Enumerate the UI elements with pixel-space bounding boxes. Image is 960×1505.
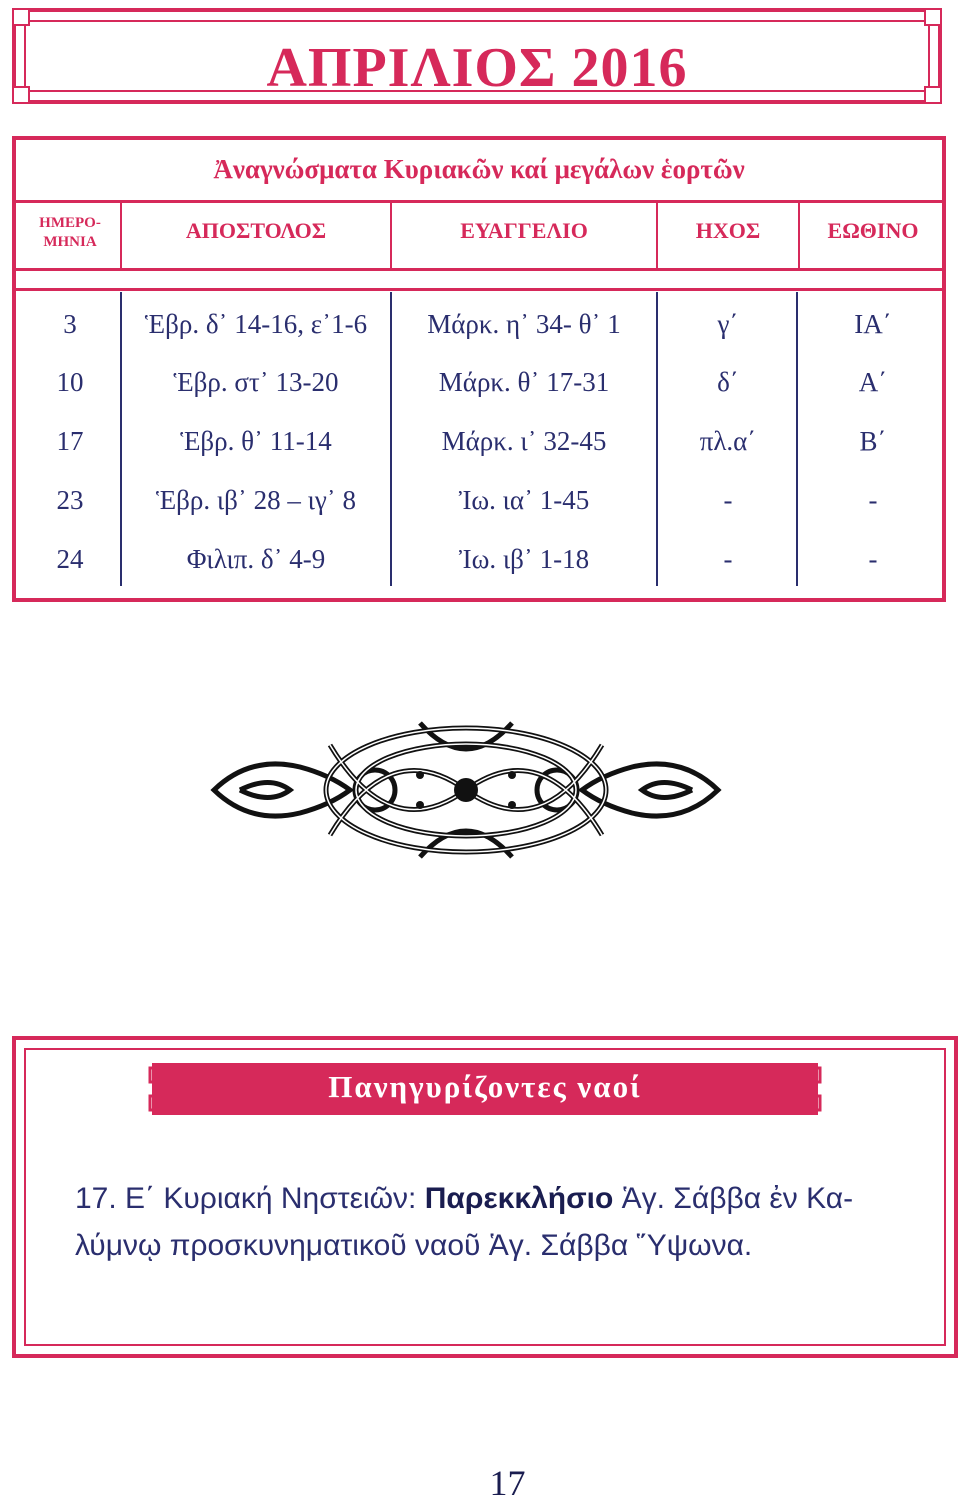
header-eothino: ΕΩΘΙΝΟ	[827, 218, 919, 243]
festivals-banner	[152, 1063, 818, 1115]
cell-eothino: -	[868, 544, 878, 574]
table-rule	[16, 268, 942, 271]
knotwork-ornament-icon	[210, 715, 722, 865]
festival-entry-prefix: 17. Ε΄ Κυριακή Νηστειῶν:	[75, 1182, 425, 1215]
cell-gospel: Μάρκ. η᾽ 34- θ᾽ 1	[427, 309, 621, 339]
cell-date: 10	[56, 367, 84, 397]
cell-tone: γ΄	[717, 309, 739, 339]
festival-entry-rest: Ἁγ. Σάββα ἐν Κα-	[613, 1182, 854, 1215]
cell-date: 23	[56, 485, 84, 515]
cell-tone: πλ.α΄	[699, 426, 757, 456]
readings-caption: Ἀναγνώσματα Κυριακῶν καί μεγάλων ἑορτῶν	[213, 154, 745, 184]
festivals-title: Πανηγυρίζοντες ναοί	[328, 1069, 642, 1104]
cell-eothino: Β΄	[859, 426, 887, 456]
cell-eothino: -	[868, 485, 878, 515]
cell-apostle: Φιλιπ. δ᾽ 4-9	[186, 544, 326, 574]
header-date-line: ΗΜΕΡΟ-	[39, 215, 101, 231]
cell-eothino: Α΄	[858, 367, 888, 397]
cell-apostle: Ἑβρ. δ᾽ 14-16, ε᾽1-6	[144, 309, 368, 339]
cell-eothino: ΙΑ΄	[854, 309, 892, 339]
table-rule	[16, 200, 942, 203]
cell-tone: δ΄	[717, 367, 739, 397]
cell-apostle: Ἑβρ. θ᾽ 11-14	[180, 426, 332, 456]
table-rule	[16, 288, 942, 291]
header-gospel: ΕΥΑΓΓΕΛΙΟ	[460, 218, 588, 243]
banner-left-bracket-icon	[146, 1066, 166, 1112]
cell-tone: -	[723, 544, 733, 574]
cell-apostle: Ἑβρ. ιβ᾽ 28 – ιγ᾽ 8	[155, 485, 357, 515]
cell-gospel: Ἰω. ιβ᾽ 1-18	[458, 544, 590, 574]
festival-entry-line: λύμνῳ προσκυνηματικοῦ ναοῦ Ἁγ. Σάββα Ὕψωνα.	[75, 1229, 753, 1262]
cell-date: 17	[56, 426, 84, 456]
page-title: ΑΠΡΙΛΙΟΣ 2016	[266, 37, 688, 99]
header-date-line: ΜΗΝΙΑ	[43, 234, 97, 250]
cell-gospel: Μάρκ. θ᾽ 17-31	[438, 367, 610, 397]
page-number: 17	[489, 1463, 526, 1503]
cell-gospel: Μάρκ. ι᾽ 32-45	[441, 426, 607, 456]
cell-date: 24	[56, 544, 84, 574]
header-date	[20, 214, 120, 252]
header-tone: ΗΧΟΣ	[695, 218, 761, 243]
title-frame	[12, 8, 942, 104]
cell-tone: -	[723, 485, 733, 515]
cell-apostle: Ἑβρ. στ᾽ 13-20	[173, 367, 339, 397]
festival-entry	[75, 1175, 895, 1269]
banner-right-bracket-icon	[804, 1066, 824, 1112]
cell-gospel: Ἰω. ια᾽ 1-45	[458, 485, 590, 515]
festival-entry-bold: Παρεκκλήσιο	[424, 1182, 614, 1215]
festival-entry-line	[75, 1175, 895, 1222]
frame-corner	[12, 8, 30, 26]
header-apostle: ΑΠΟΣΤΟΛΟΣ	[185, 218, 327, 243]
frame-corner	[924, 8, 942, 26]
readings-table	[12, 136, 946, 602]
cell-date: 3	[63, 309, 77, 339]
